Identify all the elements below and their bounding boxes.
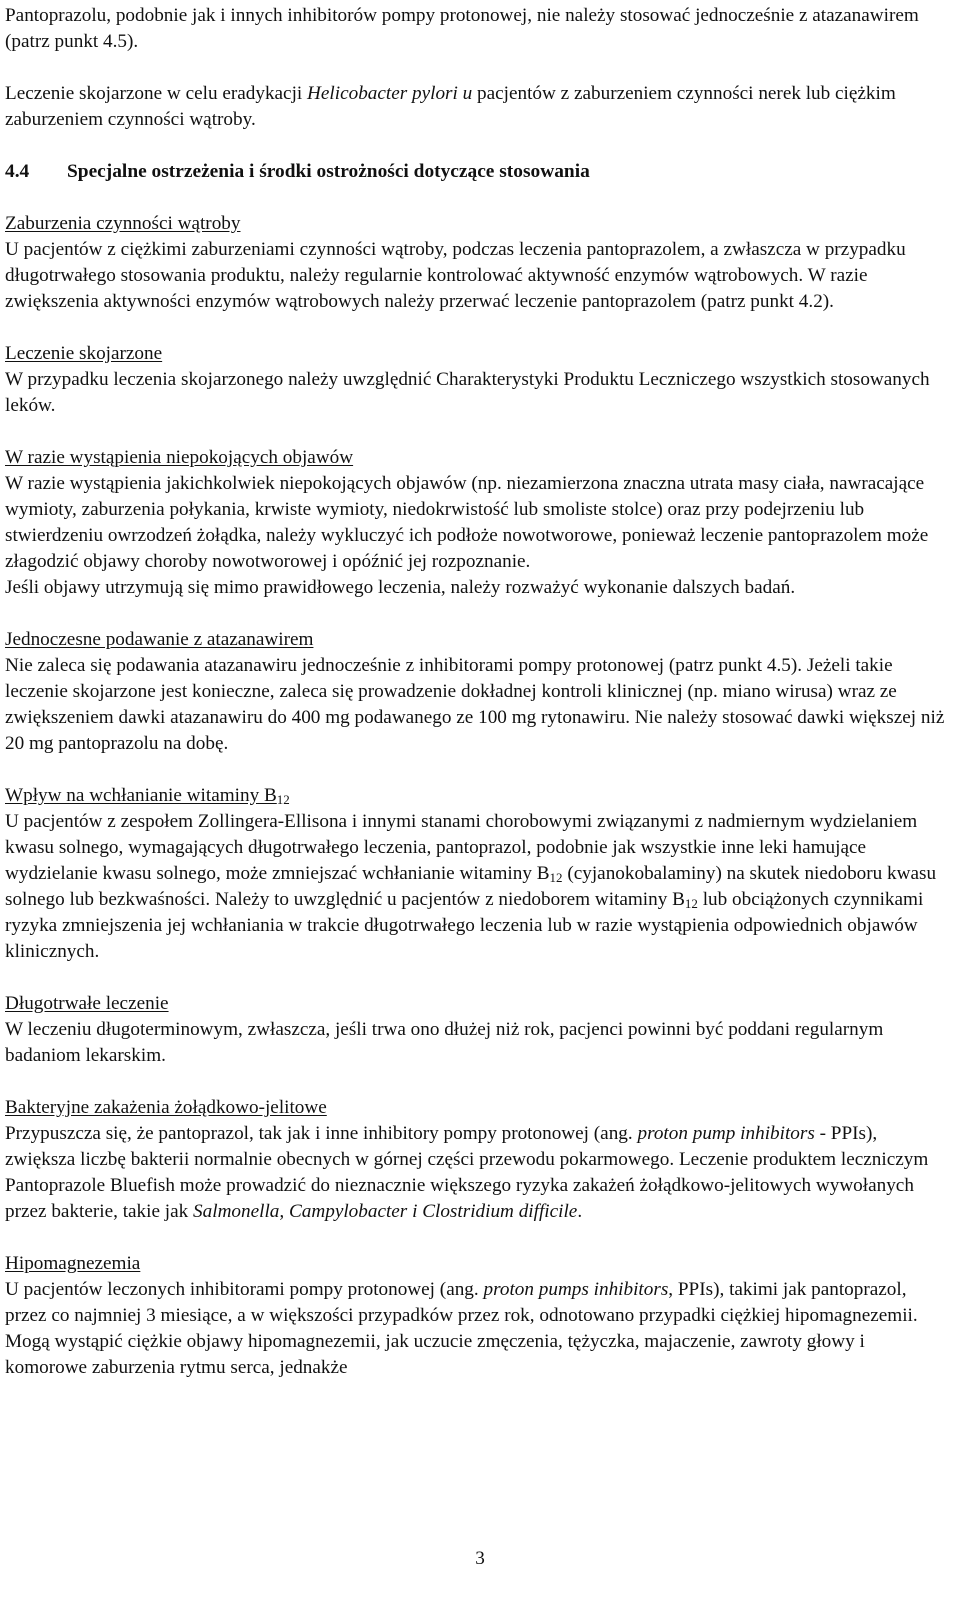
- paragraph-hypomagnesemia: [5, 1277, 945, 1381]
- hypomag-italic-1: proton pumps inhibitors: [483, 1279, 669, 1300]
- subheading-liver: Zaburzenia czynności wątroby: [5, 213, 241, 234]
- paragraph-alarm: W razie wystąpienia jakichkolwiek niepokojących objawów (np. niezamierzona znaczna utrata masy ciała, nawracające wymioty, zaburzenia połykania, krwiste wymioty, niedokrwistość lub smoliste stolce) oraz przy podejrzeniu lub stwierdzeniu owrzodzeń żołądka, należy wykluczyć ich podłoże nowotworowe, ponieważ leczenie pantoprazolem może złagodzić objawy choroby nowotworowej i opóźnić jej rozpoznanie.: [5, 473, 929, 572]
- b12-text-1: U pacjentów z zespołem Zollingera-Ellisona i innymi stanami chorobowymi związanymi z nadmiernym wydzielaniem kwasu solnego, wymagających długotrwałego leczenia, pantoprazol, podobnie jak wszystkie inne leki hamujące wydzielanie kwasu solnego, może zmniejszać wchłanianie witaminy B: [5, 811, 918, 884]
- section-number: 4.4: [5, 161, 30, 182]
- paragraph-alarm-2: Jeśli objawy utrzymują się mimo prawidłowego leczenia, należy rozważyć wykonanie dalszych badań.: [5, 577, 796, 598]
- subheading-b12: [5, 783, 945, 809]
- intro-paragraph-2: [5, 81, 945, 133]
- intro-text-end: pacjentów z zaburzeniem czynności nerek lub ciężkim zaburzeniem czynności wątroby.: [5, 83, 896, 130]
- paragraph-atazanavir: Nie zaleca się podawania atazanawiru jednocześnie z inhibitorami pompy protonowej (patrz punkt 4.5). Jeżeli takie leczenie skojarzone jest konieczne, zaleca się prowadzenie dokładnej kontroli klinicznej (np. miano wirusa) wraz ze zwiększeniem dawki atazanawiru do 400 mg podawanego ze 100 mg rytonawiru. Nie należy stosować dawki większej niż 20 mg pantoprazolu na dobę.: [5, 655, 945, 754]
- paragraph-infections: [5, 1121, 945, 1225]
- intro-paragraph-1: Pantoprazolu, podobnie jak i innych inhibitorów pompy protonowej, nie należy stosować jednocześnie z atazanawirem (patrz punkt 4.5).: [5, 5, 919, 52]
- infections-italic-2: Salmonella, Campylobacter i Clostridium difficile: [193, 1201, 578, 1222]
- b12-title-subscript: 12: [276, 792, 290, 807]
- subheading-hypomagnesemia: Hipomagnezemia: [5, 1253, 141, 1274]
- subheading-longterm: Długotrwałe leczenie: [5, 993, 169, 1014]
- b12-title-text: Wpływ na wchłanianie witaminy B: [5, 785, 277, 806]
- section-heading: [5, 159, 945, 185]
- b12-subscript-2: 12: [684, 896, 698, 911]
- b12-subscript-1: 12: [549, 870, 563, 885]
- subheading-alarm: W razie wystąpienia niepokojących objawów: [5, 447, 354, 468]
- hypomag-text-2: , PPIs), takimi jak pantoprazol, przez co najmniej 3 miesiące, a w większości przypadków przez rok, odnotowano przypadki ciężkiej hipomagnezemii. Mogą wystąpić ciężkie objawy hipomagnezemii, jak uczucie zmęczenia, tężyczka, majaczenie, zawroty głowy i komorowe zaburzenia rytmu serca, jednakże: [5, 1279, 918, 1378]
- page-number: 3: [475, 1548, 485, 1569]
- infections-italic-1: proton pump inhibitors: [637, 1123, 815, 1144]
- b12-text-2: (cyjanokobalaminy) na skutek niedoboru kwasu solnego lub bezkwaśności. Należy to uwzględnić u pacjentów z niedoborem witaminy B: [5, 863, 937, 910]
- subheading-infections: Bakteryjne zakażenia żołądkowo-jelitowe: [5, 1097, 327, 1118]
- intro-italic: Helicobacter pylori u: [307, 83, 473, 104]
- paragraph-longterm: W leczeniu długoterminowym, zwłaszcza, jeśli trwa ono dłużej niż rok, pacjenci powinni być poddani regularnym badaniom lekarskim.: [5, 1019, 884, 1066]
- hypomag-text-1: U pacjentów leczonych inhibitorami pompy protonowej (ang.: [5, 1279, 484, 1300]
- infections-text-1: Przypuszcza się, że pantoprazol, tak jak i inne inhibitory pompy protonowej (ang.: [5, 1123, 638, 1144]
- paragraph-combo: W przypadku leczenia skojarzonego należy uwzględnić Charakterystyki Produktu Leczniczego wszystkich stosowanych leków.: [5, 369, 930, 416]
- subheading-combo: Leczenie skojarzone: [5, 343, 163, 364]
- section-title: Specjalne ostrzeżenia i środki ostrożności dotyczące stosowania: [67, 161, 590, 182]
- paragraph-liver: U pacjentów z ciężkimi zaburzeniami czynności wątroby, podczas leczenia pantoprazolem, a zwłaszcza w przypadku długotrwałego stosowania produktu, należy regularnie kontrolować aktywność enzymów wątrobowych. W razie zwiększenia aktywności enzymów wątrobowych należy przerwać leczenie pantoprazolem (patrz punkt 4.2).: [5, 239, 906, 312]
- paragraph-b12: [5, 809, 945, 965]
- infections-text-3: .: [577, 1201, 583, 1222]
- document-page: [5, 0, 945, 1381]
- b12-text-3: lub obciążonych czynnikami ryzyka zmniejszenia jej wchłaniania w trakcie długotrwałego leczenia lub w razie wystąpienia odpowiednich objawów klinicznych.: [5, 889, 924, 962]
- intro-text: Leczenie skojarzone w celu eradykacji: [5, 83, 308, 104]
- infections-text-2: - PPIs), zwiększa liczbę bakterii normalnie obecnych w górnej części przewodu pokarmowego. Leczenie produktem leczniczym Pantoprazole Bluefish może prowadzić do nieznacznie większego ryzyka zakażeń żołądkowo-jelitowych wywołanych przez bakterie, takie jak: [5, 1123, 929, 1222]
- subheading-atazanavir: Jednoczesne podawanie z atazanawirem: [5, 629, 314, 650]
